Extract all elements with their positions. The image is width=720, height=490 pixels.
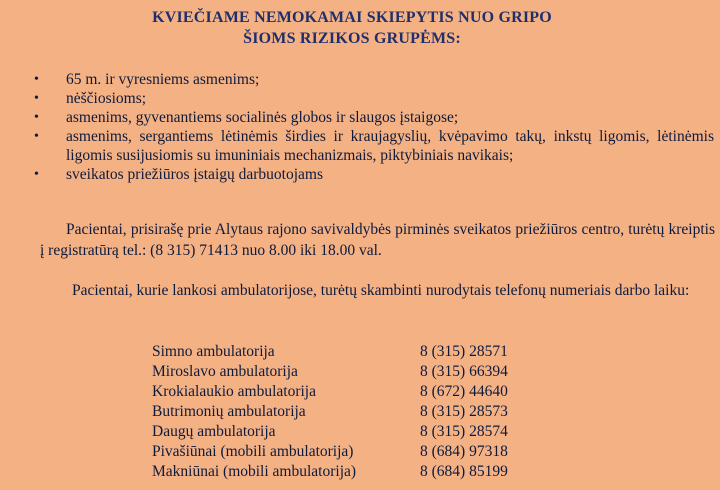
list-item [0, 70, 720, 89]
list-item-text: asmenims, sergantiems lėtinėmis širdies ir kraujagyslių, kvėpavimo takų, inkstų ligomis, lėtinėmis ligomis susijusiomis su imuniniais mechanizmais, piktybiniais navikais; [66, 128, 714, 164]
list-item [0, 89, 720, 108]
list-item-text: 65 m. ir vyresniems asmenims; [66, 71, 260, 88]
heading-line-1: KVIEČIAME NEMOKAMAI SKIEPYTIS NUO GRIPO [152, 9, 552, 26]
bullet-icon: • [34, 110, 39, 125]
outpatient-text: Pacientai, kurie lankosi ambulatorijose, turėtų skambinti nurodytais telefonų numeriais darbo laiku: [72, 282, 690, 299]
table-row [152, 402, 508, 422]
list-item-text: asmenims, gyvenantiems socialinės globos ir slaugos įstaigose; [66, 109, 459, 126]
bullet-icon: • [34, 167, 39, 182]
table-row [152, 442, 508, 462]
contacts-table [152, 342, 508, 482]
table-row [152, 362, 508, 382]
clinic-phone: 8 (315) 28571 [420, 343, 508, 360]
heading-line-2: ŠIOMS RIZIKOS GRUPĖMS: [243, 30, 461, 47]
clinic-name: Krokialaukio ambulatorija [152, 383, 316, 400]
registration-paragraph [40, 219, 715, 261]
bullet-icon: • [34, 91, 39, 106]
clinic-phone: 8 (684) 97318 [420, 443, 508, 460]
bullet-icon: • [34, 129, 39, 144]
list-item [0, 127, 720, 165]
registration-text: Pacientai, prisirašę prie Alytaus rajono savivaldybės pirminės sveikatos priežiūros centro, turėtų kreiptis į registratūrą tel.: (8 315) 71413 nuo 8.00 iki 18.00 val. [40, 221, 715, 259]
clinic-phone: 8 (672) 44640 [420, 383, 508, 400]
outpatient-paragraph [40, 280, 715, 301]
clinic-name: Miroslavo ambulatorija [152, 363, 298, 380]
table-row [152, 342, 508, 362]
list-item [0, 108, 720, 127]
list-item-text: sveikatos priežiūros įstaigų darbuotojams [66, 166, 323, 183]
table-row [152, 422, 508, 442]
table-row [152, 462, 508, 482]
bullet-icon: • [34, 72, 39, 87]
table-row [152, 382, 508, 402]
clinic-phone: 8 (684) 85199 [420, 463, 508, 480]
clinic-name: Makniūnai (mobili ambulatorija) [152, 463, 357, 480]
risk-group-list [0, 70, 720, 184]
clinic-name: Butrimonių ambulatorija [152, 403, 306, 420]
clinic-phone: 8 (315) 28573 [420, 403, 508, 420]
clinic-name: Simno ambulatorija [152, 343, 275, 360]
list-item [0, 165, 720, 184]
clinic-phone: 8 (315) 66394 [420, 363, 508, 380]
clinic-name: Pivašiūnai (mobili ambulatorija) [152, 443, 354, 460]
list-item-text: nėščiosioms; [66, 90, 147, 107]
clinic-name: Daugų ambulatorija [152, 423, 276, 440]
clinic-phone: 8 (315) 28574 [420, 423, 508, 440]
